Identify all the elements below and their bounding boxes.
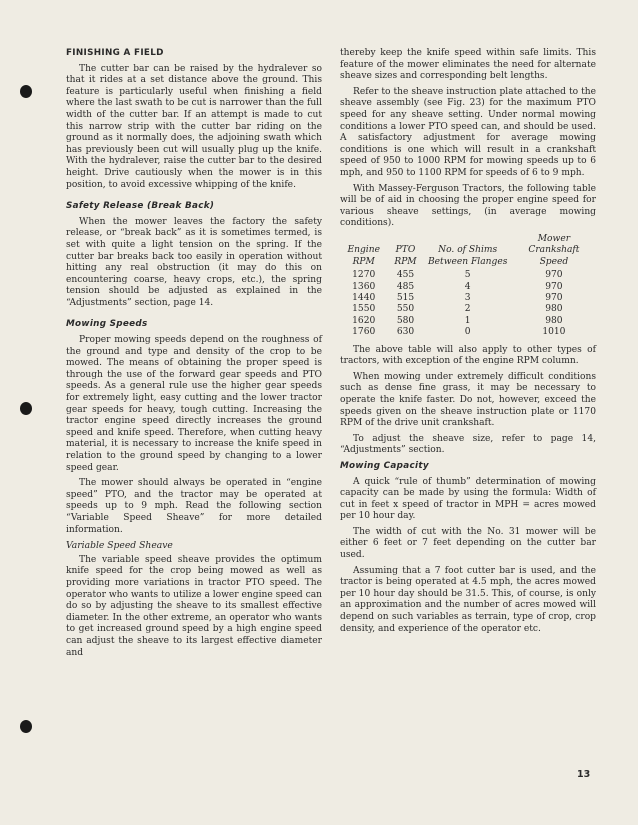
table-header: Engine RPM (347, 245, 380, 267)
continued-paragraph: thereby keep the knife speed within safe limits. This feature of the mower eliminates the need for alternate sheave sizes and corresponding belt lengths. (340, 48, 596, 82)
table-cell: 485 (396, 281, 415, 292)
capacity-paragraph: Assuming that a 7 foot cutter bar is used, and the tractor is being operated at 4.5 mph, the acres mowed per 10 hour day should be 31.5. This, of course, is only an approximation and the number of acres mowed will depend on such variables as terrain, type of crop, crop density, and experience of the operator etc. (340, 565, 596, 634)
table-cell: 5 (464, 270, 471, 281)
table-cell: 550 (396, 304, 415, 315)
table-row (340, 270, 596, 281)
finishing-paragraph: The cutter bar can be raised by the hydralever so that it rides at a set distance above the ground. This feature is particularly useful when finishing a field where the last swath to be cut is narrower than the full width of the cutter bar. If an attempt is made to cut this narrow strip with the cutter bar riding on the ground as it normally does, the adjoining swath which has previously been cut will usually plug up the knife. With the hydralever, raise the cutter bar to the desired height. Drive cautiously when the mower is in this position, to avoid excessive whipping of the knife. (66, 63, 322, 190)
left-column (66, 48, 322, 663)
table-cell: 580 (396, 315, 415, 326)
table-cell: 1010 (542, 327, 566, 338)
variable-sheave-paragraph: The variable speed sheave provides the optimum knife speed for the crop being mowed as well as providing more variations in tractor PTO speed. The operator who wants to utilize a lower engine speed can do so by adjusting the sheave to its smallest effective diameter. In the other extreme, an operator who wants to get increased ground speed by a high engine speed can adjust the sheave to its largest effective diameter and (66, 554, 322, 658)
table-row (340, 304, 596, 315)
table-cell: 1620 (352, 315, 376, 326)
table-row (340, 327, 596, 338)
sheave-plate-paragraph: Refer to the sheave instruction plate attached to the sheave assembly (see Fig. 23) for the maximum PTO speed for any sheave setting. Under normal mowing conditions a lower PTO speed can, and should be used. A satisfactory adjustment for average mowing conditions is one which will result in a crankshaft speed of 950 to 1000 RPM for mowing speeds up to 6 mph, and 950 to 1100 RPM for speeds of 6 to 9 mph. (340, 86, 596, 178)
table-cell: 3 (464, 292, 471, 303)
table-cell: 1360 (352, 281, 376, 292)
variable-sheave-heading: Variable Speed Sheave (66, 540, 173, 552)
table-cell: 1760 (352, 327, 376, 338)
safety-heading: Safety Release (Break Back) (66, 201, 215, 212)
table-cell: 970 (545, 281, 563, 292)
table-cell: 1 (464, 315, 471, 326)
massey-paragraph: With Massey-Ferguson Tractors, the following table will be of aid in choosing the proper engine speed for various sheave settings, (in average mowing conditions). (340, 183, 596, 229)
mowing-speeds-paragraph: The mower should always be operated in “engine speed” PTO, and the tractor may be operated at speeds up to 9 mph. Read the following section “Variable Speed Sheave” for more detailed information. (66, 478, 322, 535)
safety-paragraph: When the mower leaves the factory the safety release, or “break back” as it is sometimes termed, is set with quite a light tension on the spring. If the cutter bar breaks back too easily in operation without hitting any real obstruction (it may do this on encountering coarse, heavy crops, etc.), the spring tension should be adjusted as explained in the “Adjustments” section, page 14. (66, 216, 322, 308)
table-cell: 1550 (352, 304, 376, 315)
adjust-paragraph: To adjust the sheave size, refer to page 14, “Adjustments” section. (340, 433, 596, 456)
table-row (340, 316, 596, 327)
table-cell: 515 (396, 292, 415, 303)
table-header: Mower Crankshaft Speed (528, 233, 580, 267)
table-cell: 455 (396, 270, 415, 281)
mowing-speeds-paragraph: Proper mowing speeds depend on the roughness of the ground and type and density of the crop to be mowed. The means of obtaining the proper speed is through the use of the forward gear speeds and PTO speeds. As a general rule use the higher gear speeds for extremely light, easy cutting and the lower tractor gear speeds for heavy, tough cutting. Increasing the tractor engine speed directly increases the ground speed and knife speed. Therefore, when cutting heavy material, it is necessary to increase the knife speed in relation to the ground speed by changing to a lower speed gear. (66, 335, 322, 473)
table-row (340, 293, 596, 304)
table-cell: 2 (464, 304, 471, 315)
difficult-conditions-paragraph: When mowing under extremely difficult conditions such as dense fine grass, it may be necessary to operate the knife faster. Do not, however, exceed the speeds given on the sheave instruction plate or 1170 RPM of the drive unit crankshaft. (340, 371, 596, 429)
table-cell: 0 (464, 327, 471, 338)
capacity-paragraph: A quick “rule of thumb” determination of mowing capacity can be made by using the formula: Width of cut in feet x speed of tractor in MPH = acres mowed per 10 hour day. (340, 476, 596, 522)
capacity-paragraph: The width of cut with the No. 31 mower will be either 6 feet or 7 feet depending on the cutter bar used. (340, 526, 596, 561)
table-row (340, 282, 596, 293)
table-cell: 630 (396, 327, 415, 338)
table-cell: 970 (545, 270, 563, 281)
table-header: PTO RPM (394, 245, 417, 267)
finishing-heading: FINISHING A FIELD (66, 48, 164, 58)
table-note-paragraph: The above table will also apply to other types of tractors, with exception of the engine RPM column. (340, 344, 596, 367)
binder-hole-icon (20, 402, 32, 415)
right-column (340, 48, 596, 639)
table-cell: 1440 (352, 292, 376, 303)
table-cell: 1270 (352, 270, 376, 281)
table-cell: 980 (545, 304, 563, 315)
mowing-speeds-heading: Mowing Speeds (66, 319, 148, 330)
binder-hole-icon (20, 720, 32, 733)
table-cell: 970 (545, 292, 563, 303)
capacity-heading: Mowing Capacity (340, 460, 429, 471)
page-number: 13 (577, 769, 591, 780)
binder-hole-icon (20, 85, 32, 98)
speed-table (340, 234, 596, 339)
table-header: No. of Shims Between Flanges (427, 245, 508, 267)
table-cell: 4 (464, 281, 471, 292)
table-cell: 980 (545, 315, 563, 326)
